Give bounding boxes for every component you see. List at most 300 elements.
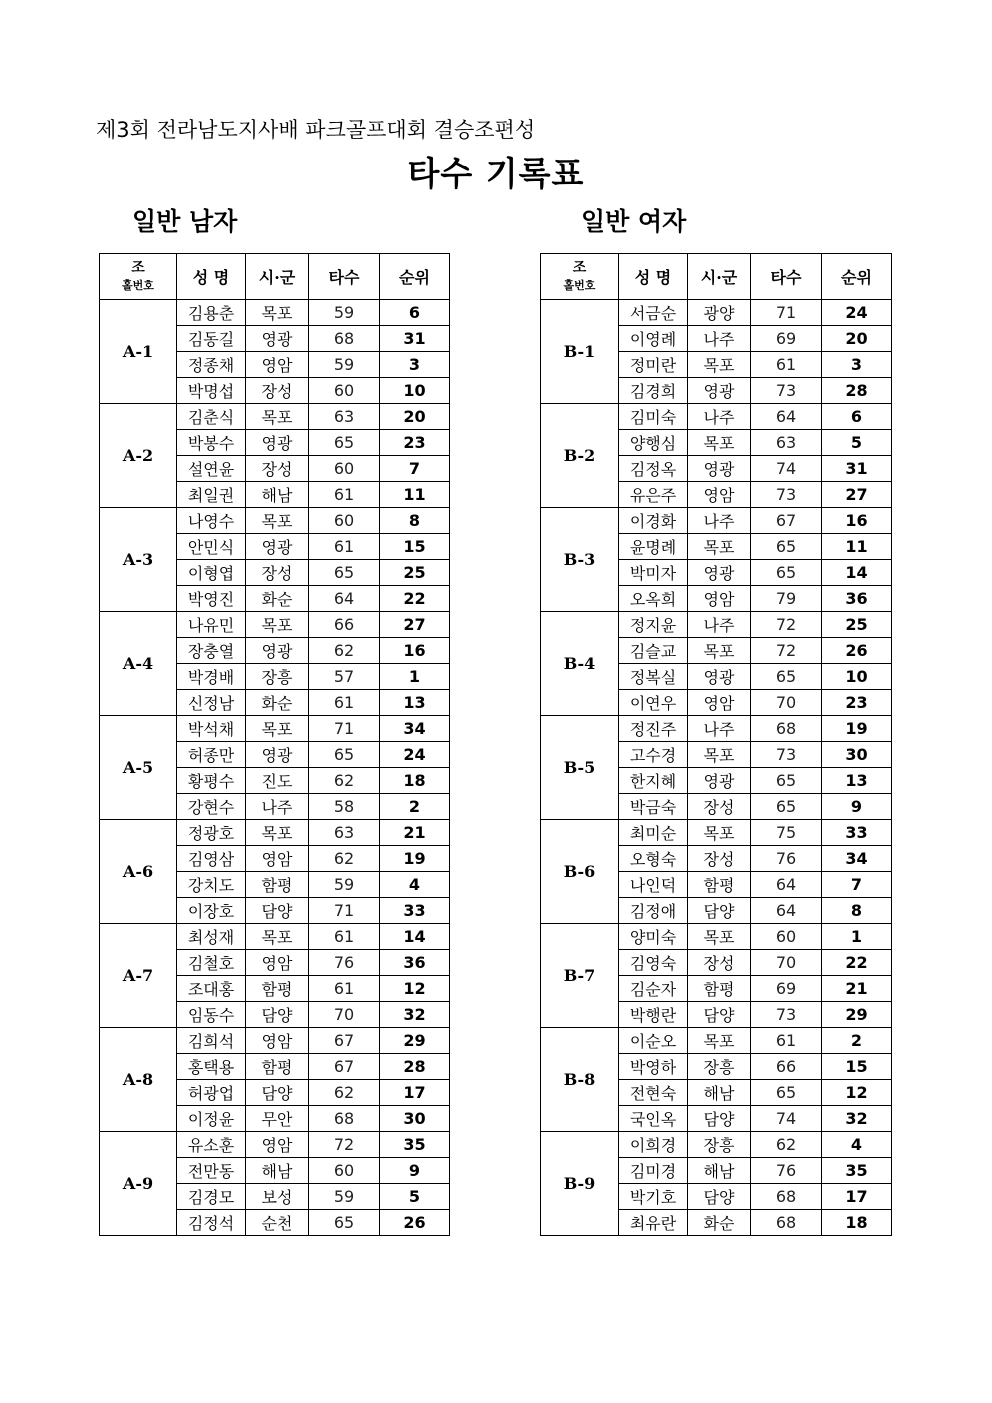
player-name: 정종채 — [177, 352, 246, 378]
header-name: 성 명 — [177, 254, 246, 300]
player-strokes: 75 — [751, 820, 822, 846]
player-city: 함평 — [688, 872, 751, 898]
group-label: B-4 — [541, 612, 619, 716]
men-table-body — [100, 300, 450, 1236]
player-rank: 6 — [822, 404, 892, 430]
group-label: A-7 — [100, 924, 177, 1028]
player-rank: 22 — [380, 586, 450, 612]
player-name: 김영숙 — [619, 950, 688, 976]
player-city: 목포 — [246, 924, 309, 950]
player-name: 김정옥 — [619, 456, 688, 482]
player-strokes: 61 — [751, 1028, 822, 1054]
player-strokes: 67 — [751, 508, 822, 534]
player-strokes: 71 — [751, 300, 822, 326]
group-label: B-1 — [541, 300, 619, 404]
player-rank: 29 — [380, 1028, 450, 1054]
player-strokes: 68 — [309, 1106, 380, 1132]
player-rank: 23 — [380, 430, 450, 456]
player-city: 목포 — [246, 300, 309, 326]
player-rank: 27 — [380, 612, 450, 638]
player-rank: 16 — [380, 638, 450, 664]
player-city: 나주 — [688, 716, 751, 742]
player-name: 황평수 — [177, 768, 246, 794]
player-name: 이장호 — [177, 898, 246, 924]
player-city: 영광 — [246, 430, 309, 456]
player-strokes: 79 — [751, 586, 822, 612]
table-row — [541, 820, 892, 846]
player-strokes: 65 — [309, 742, 380, 768]
group-label: A-5 — [100, 716, 177, 820]
player-strokes: 65 — [309, 1210, 380, 1236]
player-city: 목포 — [246, 716, 309, 742]
player-rank: 2 — [822, 1028, 892, 1054]
player-city: 담양 — [246, 1002, 309, 1028]
header-strokes: 타수 — [309, 254, 380, 300]
player-rank: 29 — [822, 1002, 892, 1028]
player-rank: 35 — [822, 1158, 892, 1184]
player-name: 나영수 — [177, 508, 246, 534]
player-city: 장성 — [246, 456, 309, 482]
player-name: 최미순 — [619, 820, 688, 846]
player-strokes: 65 — [309, 560, 380, 586]
player-city: 영광 — [688, 664, 751, 690]
group-label: A-1 — [100, 300, 177, 404]
player-rank: 21 — [380, 820, 450, 846]
player-strokes: 76 — [309, 950, 380, 976]
player-name: 박석채 — [177, 716, 246, 742]
player-rank: 28 — [380, 1054, 450, 1080]
player-rank: 11 — [380, 482, 450, 508]
player-strokes: 76 — [751, 846, 822, 872]
women-table-body — [541, 300, 892, 1236]
player-strokes: 60 — [309, 378, 380, 404]
player-city: 화순 — [246, 690, 309, 716]
player-strokes: 62 — [309, 638, 380, 664]
group-label: B-2 — [541, 404, 619, 508]
player-city: 담양 — [688, 1184, 751, 1210]
header-row — [100, 254, 450, 300]
player-rank: 32 — [822, 1106, 892, 1132]
player-city: 나주 — [688, 326, 751, 352]
player-strokes: 76 — [751, 1158, 822, 1184]
player-strokes: 68 — [751, 1210, 822, 1236]
group-label: A-8 — [100, 1028, 177, 1132]
player-city: 목포 — [688, 430, 751, 456]
player-city: 영암 — [246, 1028, 309, 1054]
player-strokes: 58 — [309, 794, 380, 820]
player-city: 영암 — [246, 352, 309, 378]
player-name: 유소훈 — [177, 1132, 246, 1158]
player-name: 박미자 — [619, 560, 688, 586]
player-city: 장성 — [688, 950, 751, 976]
player-name: 윤명례 — [619, 534, 688, 560]
player-name: 조대홍 — [177, 976, 246, 1002]
player-name: 정광호 — [177, 820, 246, 846]
player-rank: 15 — [380, 534, 450, 560]
document-title: 제3회 전라남도지사배 파크골프대회 결승조편성 — [96, 118, 536, 142]
group-label: B-6 — [541, 820, 619, 924]
player-rank: 25 — [380, 560, 450, 586]
player-city: 목포 — [688, 1028, 751, 1054]
player-rank: 26 — [822, 638, 892, 664]
women-score-table — [540, 253, 892, 1236]
player-strokes: 61 — [309, 690, 380, 716]
player-rank: 7 — [822, 872, 892, 898]
player-strokes: 59 — [309, 872, 380, 898]
player-city: 목포 — [688, 924, 751, 950]
player-rank: 9 — [822, 794, 892, 820]
player-name: 이순오 — [619, 1028, 688, 1054]
player-rank: 20 — [822, 326, 892, 352]
table-row — [541, 1132, 892, 1158]
player-rank: 33 — [822, 820, 892, 846]
player-city: 함평 — [688, 976, 751, 1002]
player-city: 영광 — [246, 534, 309, 560]
table-row — [100, 508, 450, 534]
player-strokes: 59 — [309, 1184, 380, 1210]
player-strokes: 74 — [751, 1106, 822, 1132]
player-rank: 13 — [822, 768, 892, 794]
player-strokes: 73 — [751, 378, 822, 404]
player-strokes: 72 — [751, 612, 822, 638]
player-rank: 25 — [822, 612, 892, 638]
table-row — [100, 612, 450, 638]
player-city: 함평 — [246, 872, 309, 898]
player-strokes: 60 — [309, 1158, 380, 1184]
player-name: 박영하 — [619, 1054, 688, 1080]
group-label: B-8 — [541, 1028, 619, 1132]
player-strokes: 61 — [309, 976, 380, 1002]
player-rank: 18 — [822, 1210, 892, 1236]
player-city: 영광 — [688, 378, 751, 404]
player-city: 목포 — [246, 612, 309, 638]
player-city: 목포 — [688, 534, 751, 560]
player-name: 박행란 — [619, 1002, 688, 1028]
player-rank: 12 — [380, 976, 450, 1002]
player-city: 담양 — [246, 898, 309, 924]
player-name: 허종만 — [177, 742, 246, 768]
player-rank: 5 — [380, 1184, 450, 1210]
player-rank: 28 — [822, 378, 892, 404]
player-rank: 19 — [380, 846, 450, 872]
player-name: 전만동 — [177, 1158, 246, 1184]
player-name: 김정석 — [177, 1210, 246, 1236]
player-city: 영광 — [246, 742, 309, 768]
player-rank: 17 — [380, 1080, 450, 1106]
player-strokes: 65 — [751, 1080, 822, 1106]
player-rank: 35 — [380, 1132, 450, 1158]
player-rank: 34 — [380, 716, 450, 742]
player-rank: 11 — [822, 534, 892, 560]
men-score-table — [99, 253, 450, 1236]
player-city: 화순 — [688, 1210, 751, 1236]
player-name: 한지혜 — [619, 768, 688, 794]
player-name: 박기호 — [619, 1184, 688, 1210]
player-city: 보성 — [246, 1184, 309, 1210]
player-rank: 20 — [380, 404, 450, 430]
player-strokes: 65 — [751, 794, 822, 820]
header-strokes: 타수 — [751, 254, 822, 300]
player-city: 해남 — [246, 482, 309, 508]
player-strokes: 71 — [309, 898, 380, 924]
player-name: 최성재 — [177, 924, 246, 950]
player-city: 영암 — [246, 1132, 309, 1158]
player-city: 목포 — [246, 508, 309, 534]
group-label: B-9 — [541, 1132, 619, 1236]
player-strokes: 66 — [751, 1054, 822, 1080]
player-strokes: 64 — [309, 586, 380, 612]
table-row — [100, 716, 450, 742]
group-label: A-2 — [100, 404, 177, 508]
table-row — [541, 612, 892, 638]
player-name: 김미경 — [619, 1158, 688, 1184]
player-rank: 15 — [822, 1054, 892, 1080]
player-city: 함평 — [246, 1054, 309, 1080]
player-name: 김경희 — [619, 378, 688, 404]
player-rank: 30 — [380, 1106, 450, 1132]
player-rank: 34 — [822, 846, 892, 872]
player-name: 정진주 — [619, 716, 688, 742]
player-strokes: 61 — [309, 924, 380, 950]
player-name: 박경배 — [177, 664, 246, 690]
header-city: 시·군 — [246, 254, 309, 300]
player-rank: 4 — [380, 872, 450, 898]
player-strokes: 63 — [309, 404, 380, 430]
player-strokes: 60 — [309, 508, 380, 534]
player-name: 김슬교 — [619, 638, 688, 664]
player-strokes: 73 — [751, 482, 822, 508]
player-rank: 3 — [822, 352, 892, 378]
player-rank: 24 — [822, 300, 892, 326]
player-name: 유은주 — [619, 482, 688, 508]
player-city: 담양 — [688, 898, 751, 924]
table-row — [100, 404, 450, 430]
player-strokes: 57 — [309, 664, 380, 690]
player-city: 영암 — [688, 690, 751, 716]
player-name: 신정남 — [177, 690, 246, 716]
player-name: 김용춘 — [177, 300, 246, 326]
player-rank: 6 — [380, 300, 450, 326]
group-label: A-6 — [100, 820, 177, 924]
player-rank: 12 — [822, 1080, 892, 1106]
player-strokes: 70 — [751, 690, 822, 716]
player-city: 담양 — [246, 1080, 309, 1106]
player-strokes: 65 — [309, 430, 380, 456]
player-name: 오옥희 — [619, 586, 688, 612]
player-name: 강치도 — [177, 872, 246, 898]
player-rank: 14 — [822, 560, 892, 586]
player-rank: 3 — [380, 352, 450, 378]
player-rank: 26 — [380, 1210, 450, 1236]
document-heading: 타수 기록표 — [407, 154, 585, 193]
player-name: 박봉수 — [177, 430, 246, 456]
player-strokes: 65 — [751, 768, 822, 794]
player-rank: 9 — [380, 1158, 450, 1184]
player-name: 최유란 — [619, 1210, 688, 1236]
player-city: 순천 — [246, 1210, 309, 1236]
player-city: 목포 — [246, 404, 309, 430]
player-rank: 16 — [822, 508, 892, 534]
player-rank: 7 — [380, 456, 450, 482]
player-city: 나주 — [688, 612, 751, 638]
player-rank: 19 — [822, 716, 892, 742]
player-strokes: 64 — [751, 872, 822, 898]
player-name: 최일권 — [177, 482, 246, 508]
player-name: 김동길 — [177, 326, 246, 352]
table-row — [100, 924, 450, 950]
player-strokes: 67 — [309, 1054, 380, 1080]
player-city: 영암 — [246, 846, 309, 872]
header-hole-label: 홀번호 — [122, 278, 154, 292]
player-city: 목포 — [688, 352, 751, 378]
player-rank: 36 — [380, 950, 450, 976]
player-city: 영광 — [246, 638, 309, 664]
player-rank: 8 — [380, 508, 450, 534]
group-label: B-7 — [541, 924, 619, 1028]
player-strokes: 65 — [751, 534, 822, 560]
player-name: 강현수 — [177, 794, 246, 820]
player-name: 김미숙 — [619, 404, 688, 430]
player-name: 박금숙 — [619, 794, 688, 820]
player-name: 서금순 — [619, 300, 688, 326]
header-hole-label: 홀번호 — [563, 278, 596, 292]
player-rank: 14 — [380, 924, 450, 950]
player-name: 이희경 — [619, 1132, 688, 1158]
player-name: 전현숙 — [619, 1080, 688, 1106]
table-row — [541, 300, 892, 326]
player-city: 담양 — [688, 1106, 751, 1132]
player-strokes: 61 — [309, 534, 380, 560]
player-strokes: 68 — [309, 326, 380, 352]
player-city: 장성 — [246, 560, 309, 586]
player-rank: 18 — [380, 768, 450, 794]
player-strokes: 60 — [751, 924, 822, 950]
player-strokes: 67 — [309, 1028, 380, 1054]
header-group-label: 조 — [131, 259, 145, 276]
player-name: 양행심 — [619, 430, 688, 456]
player-name: 김영삼 — [177, 846, 246, 872]
player-name: 임동수 — [177, 1002, 246, 1028]
player-strokes: 69 — [751, 976, 822, 1002]
player-strokes: 60 — [309, 456, 380, 482]
player-city: 영광 — [688, 768, 751, 794]
player-strokes: 64 — [751, 898, 822, 924]
player-city: 광양 — [688, 300, 751, 326]
player-rank: 27 — [822, 482, 892, 508]
header-city: 시·군 — [688, 254, 751, 300]
table-row — [100, 300, 450, 326]
player-rank: 36 — [822, 586, 892, 612]
player-strokes: 70 — [751, 950, 822, 976]
player-name: 이영례 — [619, 326, 688, 352]
player-city: 장흥 — [688, 1132, 751, 1158]
group-label: B-3 — [541, 508, 619, 612]
header-group-label: 조 — [572, 259, 587, 276]
player-name: 김철호 — [177, 950, 246, 976]
group-label: A-3 — [100, 508, 177, 612]
player-rank: 2 — [380, 794, 450, 820]
player-rank: 22 — [822, 950, 892, 976]
table-row — [100, 1132, 450, 1158]
group-label: A-9 — [100, 1132, 177, 1236]
player-name: 허광업 — [177, 1080, 246, 1106]
header-name: 성 명 — [619, 254, 688, 300]
player-name: 김경모 — [177, 1184, 246, 1210]
player-city: 장성 — [688, 794, 751, 820]
player-city: 영광 — [688, 456, 751, 482]
player-name: 김정애 — [619, 898, 688, 924]
player-city: 해남 — [688, 1080, 751, 1106]
player-city: 장성 — [688, 846, 751, 872]
player-city: 장흥 — [246, 664, 309, 690]
player-rank: 8 — [822, 898, 892, 924]
player-strokes: 72 — [309, 1132, 380, 1158]
player-strokes: 61 — [751, 352, 822, 378]
player-name: 양미숙 — [619, 924, 688, 950]
table-row — [100, 820, 450, 846]
player-city: 나주 — [688, 404, 751, 430]
header-group — [100, 254, 177, 300]
player-rank: 31 — [822, 456, 892, 482]
player-strokes: 62 — [309, 846, 380, 872]
group-label: B-5 — [541, 716, 619, 820]
player-name: 이연우 — [619, 690, 688, 716]
player-rank: 23 — [822, 690, 892, 716]
player-city: 목포 — [688, 638, 751, 664]
header-row — [541, 254, 892, 300]
section-title-men: 일반 남자 — [132, 207, 238, 236]
player-strokes: 68 — [751, 1184, 822, 1210]
player-strokes: 62 — [309, 1080, 380, 1106]
player-rank: 24 — [380, 742, 450, 768]
player-name: 정지윤 — [619, 612, 688, 638]
player-rank: 17 — [822, 1184, 892, 1210]
player-strokes: 73 — [751, 1002, 822, 1028]
table-row — [541, 1028, 892, 1054]
player-city: 장성 — [246, 378, 309, 404]
table-row — [100, 1028, 450, 1054]
player-strokes: 62 — [751, 1132, 822, 1158]
player-name: 나인덕 — [619, 872, 688, 898]
player-name: 박영진 — [177, 586, 246, 612]
player-name: 설연윤 — [177, 456, 246, 482]
player-name: 김순자 — [619, 976, 688, 1002]
player-strokes: 66 — [309, 612, 380, 638]
player-rank: 1 — [822, 924, 892, 950]
player-strokes: 69 — [751, 326, 822, 352]
player-name: 박명섭 — [177, 378, 246, 404]
player-name: 안민식 — [177, 534, 246, 560]
player-name: 나유민 — [177, 612, 246, 638]
player-city: 영암 — [688, 586, 751, 612]
player-name: 이경화 — [619, 508, 688, 534]
player-city: 목포 — [688, 742, 751, 768]
player-strokes: 68 — [751, 716, 822, 742]
player-city: 나주 — [246, 794, 309, 820]
player-city: 목포 — [688, 820, 751, 846]
player-city: 진도 — [246, 768, 309, 794]
player-strokes: 65 — [751, 560, 822, 586]
player-name: 김희석 — [177, 1028, 246, 1054]
player-city: 함평 — [246, 976, 309, 1002]
player-name: 정미란 — [619, 352, 688, 378]
player-city: 해남 — [688, 1158, 751, 1184]
player-name: 오형숙 — [619, 846, 688, 872]
group-label: A-4 — [100, 612, 177, 716]
player-name: 김춘식 — [177, 404, 246, 430]
player-strokes: 65 — [751, 664, 822, 690]
header-rank: 순위 — [822, 254, 892, 300]
